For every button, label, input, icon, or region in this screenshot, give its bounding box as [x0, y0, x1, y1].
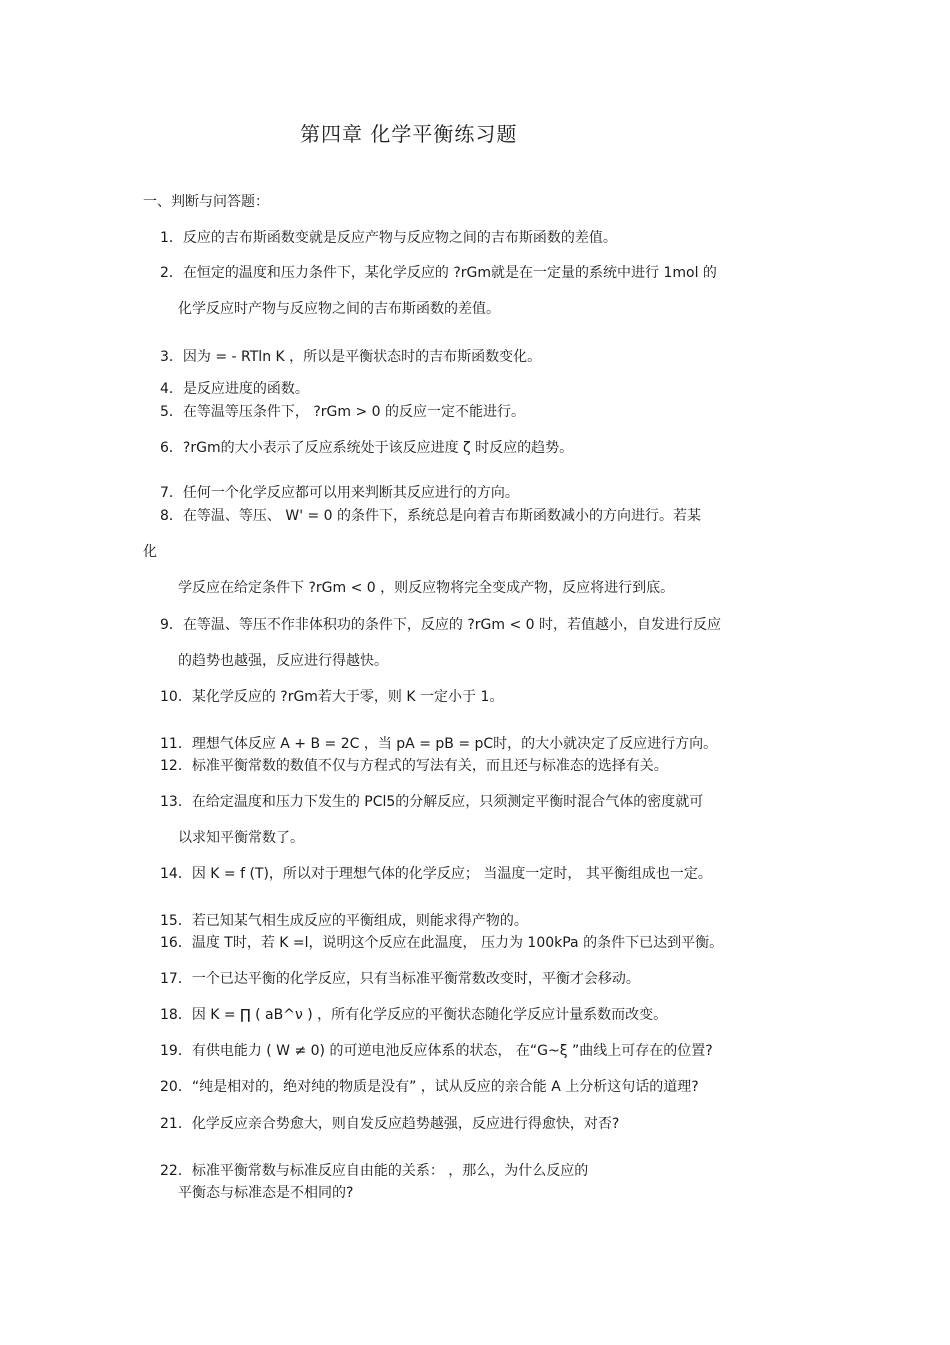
question-line-3: 3．因为 = - RTln K ，所以是平衡状态时的吉布斯函数变化。 [160, 349, 542, 365]
question-line-11: 11．理想气体反应 A + B = 2C ，当 pA = pB = pC时，的大小就决定了反应进行方向。 [160, 736, 718, 752]
question-line-8: 8．在等温、等压、 W' = 0 的条件下，系统总是向着吉布斯函数减小的方向进行。若某 [160, 508, 702, 524]
question-line-9-cont: 的趋势也越强，反应进行得越快。 [178, 653, 388, 669]
question-line-10: 10．某化学反应的 ?rGm若大于零，则 K 一定小于 1。 [160, 689, 504, 705]
question-line-22-cont: 平衡态与标准态是不相同的? [178, 1185, 354, 1201]
question-line-16: 16．温度 T时，若 K =l，说明这个反应在此温度， 压力为 100kPa 的条件下已达到平衡。 [160, 935, 724, 951]
question-line-2-cont: 化学反应时产物与反应物之间的吉布斯函数的差值。 [178, 301, 500, 317]
page-title: 第四章 化学平衡练习题 [300, 122, 518, 146]
question-line-19: 19．有供电能力 ( W ≠ 0) 的可逆电池反应体系的状态， 在“G~ξ ”曲线上可存在的位置? [160, 1043, 713, 1059]
question-line-6: 6．?rGm的大小表示了反应系统处于该反应进度 ζ 时反应的趋势。 [160, 440, 574, 456]
question-line-4: 4．是反应进度的函数。 [160, 381, 309, 397]
question-line-22: 22．标准平衡常数与标准反应自由能的关系： ，那么，为什么反应的 [160, 1163, 589, 1179]
question-line-9: 9．在等温、等压不作非体积功的条件下，反应的 ?rGm < 0 时，若值越小，自发进行反应 [160, 617, 722, 633]
question-line-13-cont: 以求知平衡常数了。 [178, 830, 304, 846]
question-line-8-cont: 学反应在给定条件下 ?rGm < 0 ，则反应物将完全变成产物，反应将进行到底。 [178, 580, 675, 596]
question-line-2: 2．在恒定的温度和压力条件下，某化学反应的 ?rGm就是在一定量的系统中进行 1mol 的 [160, 265, 717, 281]
question-line-21: 21．化学反应亲合势愈大，则自发反应趋势越强，反应进行得愈快，对否? [160, 1116, 620, 1132]
question-line-5: 5．在等温等压条件下， ?rGm > 0 的反应一定不能进行。 [160, 404, 526, 420]
question-line-20: 20．“纯是相对的，绝对纯的物质是没有” ，试从反应的亲合能 A 上分析这句话的道理? [160, 1079, 699, 1095]
question-line-7: 7．任何一个化学反应都可以用来判断其反应进行的方向。 [160, 485, 519, 501]
question-line-8-wrap: 化 [143, 544, 157, 560]
question-line-1: 1．反应的吉布斯函数变就是反应产物与反应物之间的吉布斯函数的差值。 [160, 230, 617, 246]
question-line-15: 15．若已知某气相生成反应的平衡组成，则能求得产物的。 [160, 913, 528, 929]
section-heading: 一、判断与问答题： [143, 194, 269, 210]
question-line-18: 18．因 K = ∏ ( aB^ν ) ，所有化学反应的平衡状态随化学反应计量系数而改变。 [160, 1007, 668, 1023]
question-line-13: 13．在给定温度和压力下发生的 PCl5的分解反应，只须测定平衡时混合气体的密度就可 [160, 794, 704, 810]
question-line-14: 14．因 K = f (T)，所以对于理想气体的化学反应； 当温度一定时， 其平衡组成也一定。 [160, 866, 712, 882]
question-line-17: 17．一个已达平衡的化学反应，只有当标准平衡常数改变时，平衡才会移动。 [160, 971, 640, 987]
question-line-12: 12．标准平衡常数的数值不仅与方程式的写法有关，而且还与标准态的选择有关。 [160, 758, 668, 774]
